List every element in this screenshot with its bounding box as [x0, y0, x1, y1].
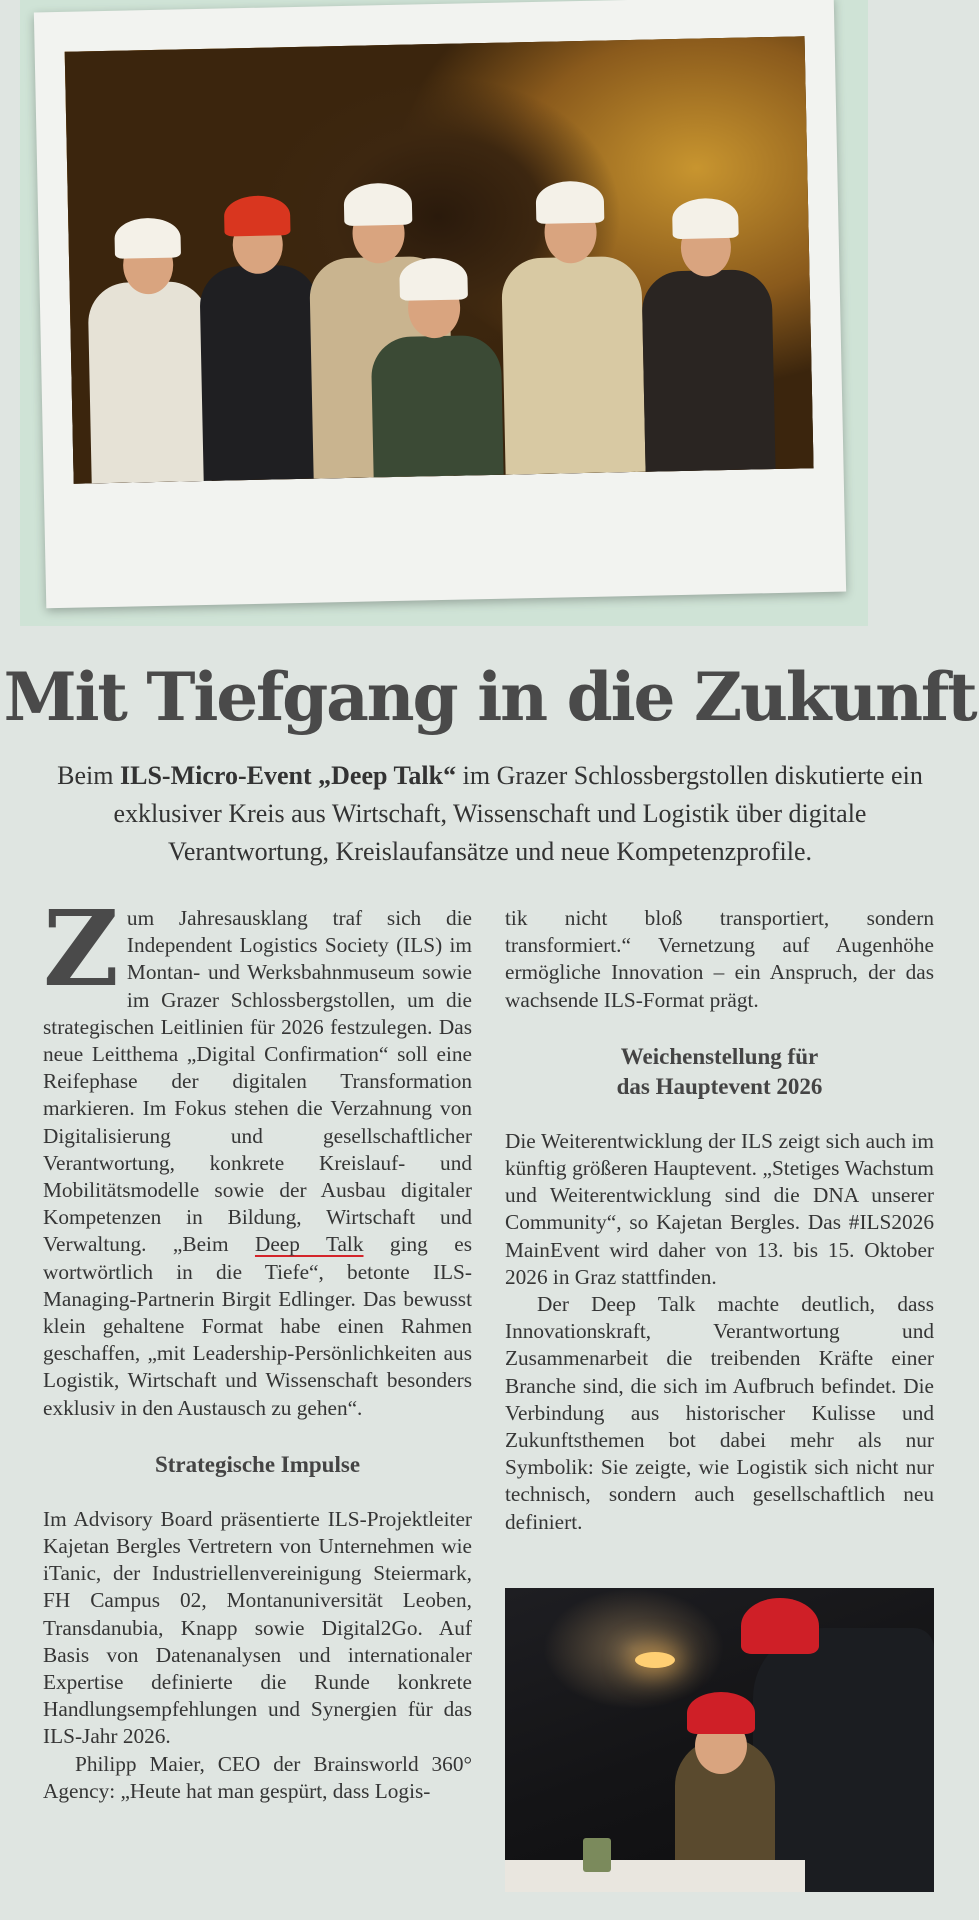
person-figure: [753, 1628, 934, 1892]
body-paragraph: Philipp Maier, CEO der Brainsworld 360° Agency: „Heute hat man gespürt, dass Logis-: [43, 1751, 472, 1803]
lead-text: Beim: [57, 761, 121, 790]
person-figure: [499, 162, 645, 475]
body-paragraph: [43, 887, 472, 1422]
person-figure: [86, 199, 212, 483]
discussion-photo: [505, 1588, 934, 1892]
lead-text: im Grazer Schlossbergstollen diskutierte ein exklusiver Kreis aus Wirtschaft, Wissenschaft und Logistik über digitale Verantwortung, Kreislaufansätze und neue Kompetenzprofile.: [113, 761, 923, 866]
article-column-right: [505, 905, 934, 1536]
person-figure: [369, 243, 504, 478]
red-helmet: [687, 1692, 755, 1734]
article-headline: Mit Tiefgang in die Zukunft: [3, 658, 976, 736]
polaroid-photo-frame: [34, 0, 846, 608]
section-subhead: Strategische Impulse: [154, 1451, 361, 1477]
article-lead: [55, 757, 925, 871]
red-helmet: [741, 1598, 819, 1654]
person-figure: [639, 177, 775, 472]
lamp-glow: [635, 1652, 675, 1668]
article-column-left: [43, 887, 472, 1805]
body-paragraph: Im Advisory Board präsentierte ILS-Projektleiter Kajetan Bergles Vertretern von Unternehmen wie iTanic, der Industriellenvereinigung Steiermark, FH Campus 02, Montanuniversität Leoben, Transdanubia, Knapp sowie Digital2Go. Auf Basis von Datenanalysen und internationaler Expertise definierte die Runde konkrete Handlungsempfehlungen und Synergien für das ILS-Jahr 2026.: [43, 1506, 472, 1749]
section-subhead: [505, 1042, 934, 1102]
body-paragraph: tik nicht bloß transportiert, sondern transformiert.“ Vernetzung auf Augenhöhe ermögliche Innovation – ein Anspruch, der das wachsende ILS-Format prägt.: [505, 906, 934, 1012]
highlighted-term: Deep Talk: [254, 1232, 364, 1257]
table-surface: [505, 1860, 805, 1892]
body-text: um Jahresausklang traf sich die Independent Logistics Society (ILS) im Montan- und Werksbahnmuseum sowie im Grazer Schlossbergstollen, um die strategischen Leitlinien für 2026 festzulegen. Das neue Leitthema „Digital Confirmation“ soll eine Reifephase der digitalen Transformation markieren. Im Fokus stehen die Verzahnung von Digitalisierung und gesellschaftlicher Verantwortung, konkrete Kreislauf- und Mobilitätsmodelle sowie der Ausbau digitaler Kompetenzen in Bildung, Wirtschaft und Verwaltung. „Beim: [43, 906, 472, 1257]
group-photo-mine-tunnel: [65, 36, 814, 483]
body-text: ging es wortwörtlich in die Tiefe“, betonte ILS-Managing-Partnerin Birgit Edlinger. Das bewusst klein gehaltene Format habe einen Rahmen geschaffen, „mit Leadership-Persönlichkeiten aus Logistik, Wirtschaft und Wissenschaft besonders exklusiv in den Austausch zu gehen“.: [43, 1232, 472, 1420]
body-paragraph: Der Deep Talk machte deutlich, dass Innovationskraft, Verantwortung und Zusammenarbeit die treibenden Kräfte einer Branche sind, die sich im Aufbruch befindet. Die Verbindung aus historischer Kulisse und Zukunftsthemen bot dabei mehr als nur Symbolik: Sie zeigte, wie Logistik sich nicht nur technisch, sondern auch gesellschaftlich neu definiert.: [505, 1292, 934, 1534]
subhead-line: Weichenstellung für: [620, 1043, 819, 1069]
body-paragraph: Die Weiterentwicklung der ILS zeigt sich auch im künftig größeren Hauptevent. „Stetiges Wachstum und Weiterentwicklung sind die DNA unserer Community“, so Kajetan Bergles. Das #ILS2026 MainEvent wird daher von 13. bis 15. Oktober 2026 in Graz stattfinden.: [505, 1128, 934, 1289]
cup: [583, 1838, 611, 1872]
subhead-line: das Hauptevent 2026: [616, 1073, 823, 1099]
person-figure: [197, 177, 321, 481]
drop-cap: Z: [43, 887, 119, 1010]
lead-event-name: ILS-Micro-Event „Deep Talk“: [120, 761, 457, 790]
